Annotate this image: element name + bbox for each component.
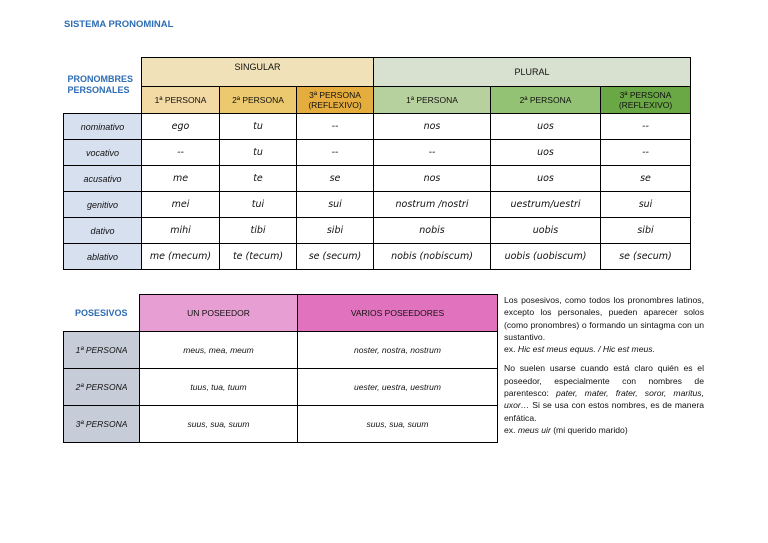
case-label: dativo: [64, 218, 142, 244]
header-plur-2: 2ª PERSONA: [491, 87, 601, 114]
person-label: 3ª PERSONA: [64, 406, 140, 443]
table-cell: tui: [220, 192, 297, 218]
table-cell: --: [601, 114, 691, 140]
table-cell: --: [601, 140, 691, 166]
header-sing-1: 1ª PERSONA: [142, 87, 220, 114]
header-sing-3: 3ª PERSONA (REFLEXIVO): [297, 87, 374, 114]
table-cell: tibi: [220, 218, 297, 244]
table-cell: te (tecum): [220, 244, 297, 270]
table-row: [64, 166, 691, 192]
header-plur-3: 3ª PERSONA (REFLEXIVO): [601, 87, 691, 114]
table-row: [64, 369, 498, 406]
table-cell: uos: [491, 166, 601, 192]
case-label: genitivo: [64, 192, 142, 218]
table-row: [64, 406, 498, 443]
table-cell: suus, sua, suum: [140, 406, 298, 443]
table-cell: --: [374, 140, 491, 166]
table-cell: se (secum): [297, 244, 374, 270]
possessives-table: [63, 294, 498, 443]
table-cell: tu: [220, 114, 297, 140]
table-cell: tu: [220, 140, 297, 166]
table-cell: nostrum /nostri: [374, 192, 491, 218]
note-paragraph: No suelen usarse cuando está claro quién es el poseedor, especialmente con nombres de parentesco: pater, mater, frater, soror, maritus, uxor… Si se usa con estos nombres, es de manera enfática.: [504, 363, 704, 423]
header-sing-2: 2ª PERSONA: [220, 87, 297, 114]
table-row: [64, 218, 691, 244]
table-cell: nos: [374, 166, 491, 192]
table-cell: noster, nostra, nostrum: [298, 332, 498, 369]
table-cell: uestrum/uestri: [491, 192, 601, 218]
table-cell: te: [220, 166, 297, 192]
person-label: 1ª PERSONA: [64, 332, 140, 369]
personal-pronouns-table: [63, 57, 691, 270]
header-plur-1: 1ª PERSONA: [374, 87, 491, 114]
page-title: SISTEMA PRONOMINAL: [64, 19, 174, 30]
table-cell: --: [142, 140, 220, 166]
plural-header: PLURAL: [374, 58, 691, 87]
table-cell: suus, sua, suum: [298, 406, 498, 443]
table-cell: sui: [601, 192, 691, 218]
table-row: [64, 244, 691, 270]
table-cell: sibi: [297, 218, 374, 244]
table-cell: mei: [142, 192, 220, 218]
table-cell: me (mecum): [142, 244, 220, 270]
header-many-owners: VARIOS POSEEDORES: [298, 295, 498, 332]
table-cell: nobis: [374, 218, 491, 244]
case-label: ablativo: [64, 244, 142, 270]
note-example: ex. Hic est meus equus. / Hic est meus.: [504, 344, 655, 355]
table-cell: sibi: [601, 218, 691, 244]
table-cell: uos: [491, 140, 601, 166]
table-cell: uos: [491, 114, 601, 140]
table-cell: uester, uestra, uestrum: [298, 369, 498, 406]
table-cell: meus, mea, meum: [140, 332, 298, 369]
table-row: [64, 192, 691, 218]
note-example: ex. meus uir (mi querido marido): [504, 424, 628, 435]
possessives-note: [504, 294, 704, 436]
table-row: [64, 332, 498, 369]
note-paragraph: Los posesivos, como todos los pronombres latinos, excepto los personales, pueden aparecer solos (como pronombres) o formando un sintagma con un sustantivo.: [504, 295, 704, 342]
person-label: 2ª PERSONA: [64, 369, 140, 406]
singular-header: SINGULAR: [142, 58, 374, 87]
table-cell: mihi: [142, 218, 220, 244]
table-cell: se: [297, 166, 374, 192]
table-cell: --: [297, 140, 374, 166]
table-row: [64, 140, 691, 166]
case-label: nominativo: [64, 114, 142, 140]
header-one-owner: UN POSEEDOR: [140, 295, 298, 332]
possessives-caption: POSESIVOS: [74, 307, 128, 318]
table-cell: uobis (uobiscum): [491, 244, 601, 270]
case-label: vocativo: [64, 140, 142, 166]
table-cell: ego: [142, 114, 220, 140]
personal-pronouns-caption: PRONOMBRES PERSONALES: [67, 74, 134, 96]
table-cell: --: [297, 114, 374, 140]
table-cell: tuus, tua, tuum: [140, 369, 298, 406]
table-row: [64, 114, 691, 140]
table-cell: nos: [374, 114, 491, 140]
table-cell: se: [601, 166, 691, 192]
table-cell: me: [142, 166, 220, 192]
table-cell: sui: [297, 192, 374, 218]
table-cell: uobis: [491, 218, 601, 244]
case-label: acusativo: [64, 166, 142, 192]
table-cell: nobis (nobiscum): [374, 244, 491, 270]
table-cell: se (secum): [601, 244, 691, 270]
